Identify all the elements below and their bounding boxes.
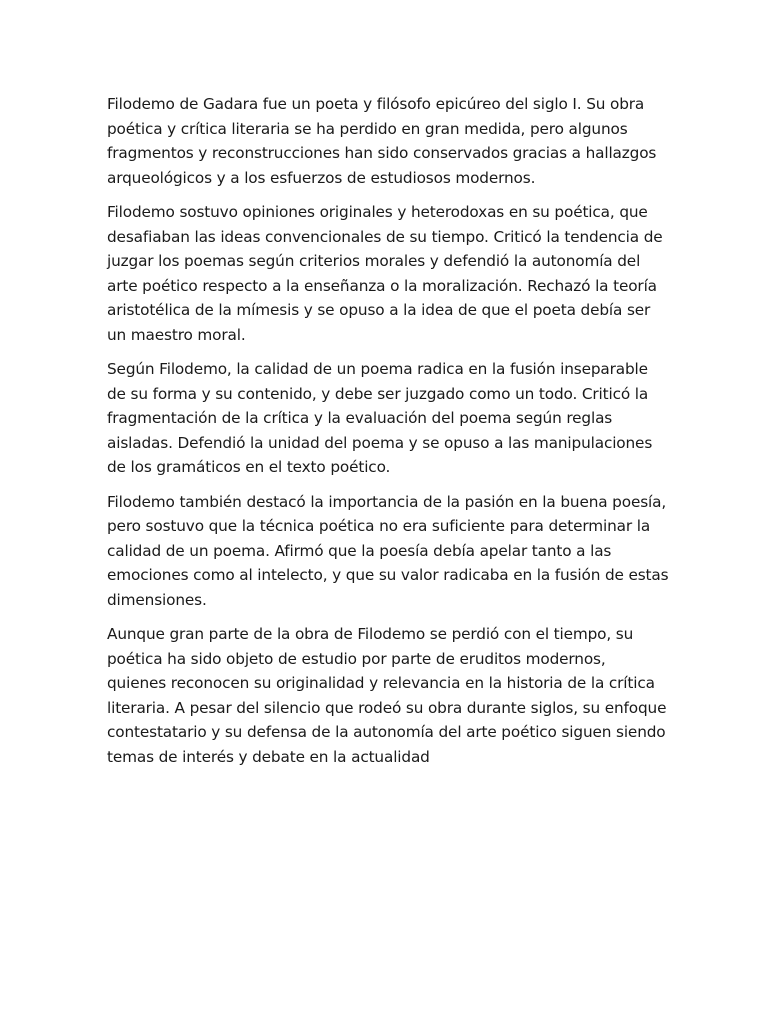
- paragraph-3: Según Filodemo, la calidad de un poema radica en la fusión inseparable de su forma y su contenido, y debe ser juzgado como un todo. Criticó la fragmentación de la crítica y la evaluación del poema según reglas aisladas. Defendió la unidad del poema y se opuso a las manipulaciones de los gramáticos en el texto poético.: [107, 360, 653, 476]
- paragraph-4: Filodemo también destacó la importancia de la pasión en la buena poesía, pero sostuvo que la técnica poética no era suficiente para determinar la calidad de un poema. Afirmó que la poesía debía apelar tanto a las emociones como al intelecto, y que su valor radicaba en la fusión de estas dimensiones.: [107, 492, 669, 609]
- document-body: [107, 92, 669, 769]
- paragraph-1: Filodemo de Gadara fue un poeta y filósofo epicúreo del siglo I. Su obra poética y crítica literaria se ha perdido en gran medida, pero algunos fragmentos y reconstrucciones han sido conservados gracias a hallazgos arqueológicos y a los esfuerzos de estudiosos modernos.: [107, 95, 657, 187]
- paragraph-5: Aunque gran parte de la obra de Filodemo se perdió con el tiempo, su poética ha sido objeto de estudio por parte de eruditos modernos, quienes reconocen su originalidad y relevancia en la historia de la crítica literaria. A pesar del silencio que rodeó su obra durante siglos, su enfoque contestatario y su defensa de la autonomía del arte poético siguen siendo temas de interés y debate en la actualidad: [107, 625, 667, 766]
- paragraph-2: Filodemo sostuvo opiniones originales y heterodoxas en su poética, que desafiaban las ideas convencionales de su tiempo. Criticó la tendencia de juzgar los poemas según criterios morales y defendió la autonomía del arte poético respecto a la enseñanza o la moralización. Rechazó la teoría aristotélica de la mímesis y se opuso a la idea de que el poeta debía ser un maestro moral.: [107, 203, 663, 344]
